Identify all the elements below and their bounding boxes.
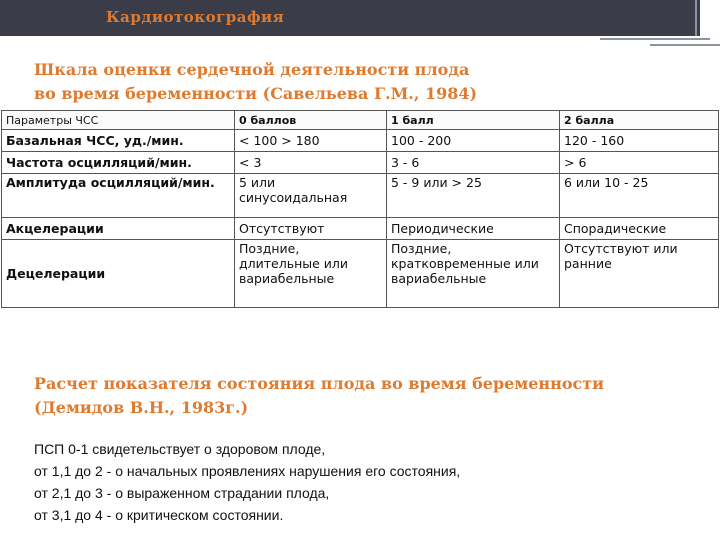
psp-line: ПСП 0-1 свидетельствует о здоровом плоде, bbox=[34, 441, 326, 457]
slide-label: Кардиотокография bbox=[106, 8, 285, 26]
score-0-cell: 5 или синусоидальная bbox=[235, 174, 387, 218]
param-cell: Амплитуда осцилляций/мин. bbox=[2, 174, 235, 218]
decor-line-bottom bbox=[650, 44, 720, 46]
scale-heading-line-2: во время беременности (Савельева Г.М., 1984) bbox=[34, 84, 478, 103]
decor-line-vertical bbox=[695, 0, 697, 36]
score-0-cell: Отсутствуют bbox=[235, 218, 387, 240]
table-row bbox=[2, 240, 719, 308]
param-cell: Акцелерации bbox=[2, 218, 235, 240]
table-row bbox=[2, 130, 719, 152]
score-2-cell: Отсутствуют или ранние bbox=[560, 240, 719, 308]
score-1-cell: 3 - 6 bbox=[387, 152, 560, 174]
psp-line: от 2,1 до 3 - о выраженном страдании плода, bbox=[34, 485, 330, 501]
table-row bbox=[2, 152, 719, 174]
scale-heading bbox=[34, 58, 477, 106]
score-1-cell: 5 - 9 или > 25 bbox=[387, 174, 560, 218]
title-bar bbox=[0, 0, 700, 36]
score-2-cell: Спорадические bbox=[560, 218, 719, 240]
header-cell-1: 1 балл bbox=[387, 111, 560, 130]
psp-text bbox=[34, 438, 460, 526]
decor-line-top bbox=[600, 38, 710, 40]
psp-heading-line-2: (Демидов В.Н., 1983г.) bbox=[34, 398, 249, 417]
score-0-cell: Поздние, длительные или вариабельные bbox=[235, 240, 387, 308]
score-2-cell: 6 или 10 - 25 bbox=[560, 174, 719, 218]
fhr-scale-table bbox=[1, 110, 719, 308]
param-cell: Децелерации bbox=[2, 240, 235, 308]
param-cell: Частота осцилляций/мин. bbox=[2, 152, 235, 174]
psp-line: от 1,1 до 2 - о начальных проявлениях нарушения его состояния, bbox=[34, 463, 461, 479]
psp-line: от 3,1 до 4 - о критическом состоянии. bbox=[34, 507, 284, 523]
psp-heading-line-1: Расчет показателя состояния плода во время беременности bbox=[34, 374, 605, 393]
psp-heading bbox=[34, 372, 604, 420]
score-2-cell: 120 - 160 bbox=[560, 130, 719, 152]
score-0-cell: < 100 > 180 bbox=[235, 130, 387, 152]
score-1-cell: Периодические bbox=[387, 218, 560, 240]
table-row bbox=[2, 174, 719, 218]
score-2-cell: > 6 bbox=[560, 152, 719, 174]
scale-heading-line-1: Шкала оценки сердечной деятельности плода bbox=[34, 60, 470, 79]
score-0-cell: < 3 bbox=[235, 152, 387, 174]
title-bar-edge bbox=[700, 0, 720, 50]
score-1-cell: Поздние, кратковременные или вариабельные bbox=[387, 240, 560, 308]
header-cell-0: 0 баллов bbox=[235, 111, 387, 130]
header-cell-params: Параметры ЧСС bbox=[2, 111, 235, 130]
score-1-cell: 100 - 200 bbox=[387, 130, 560, 152]
table-row bbox=[2, 218, 719, 240]
table-header-row bbox=[2, 111, 719, 130]
header-cell-2: 2 балла bbox=[560, 111, 719, 130]
param-cell: Базальная ЧСС, уд./мин. bbox=[2, 130, 235, 152]
